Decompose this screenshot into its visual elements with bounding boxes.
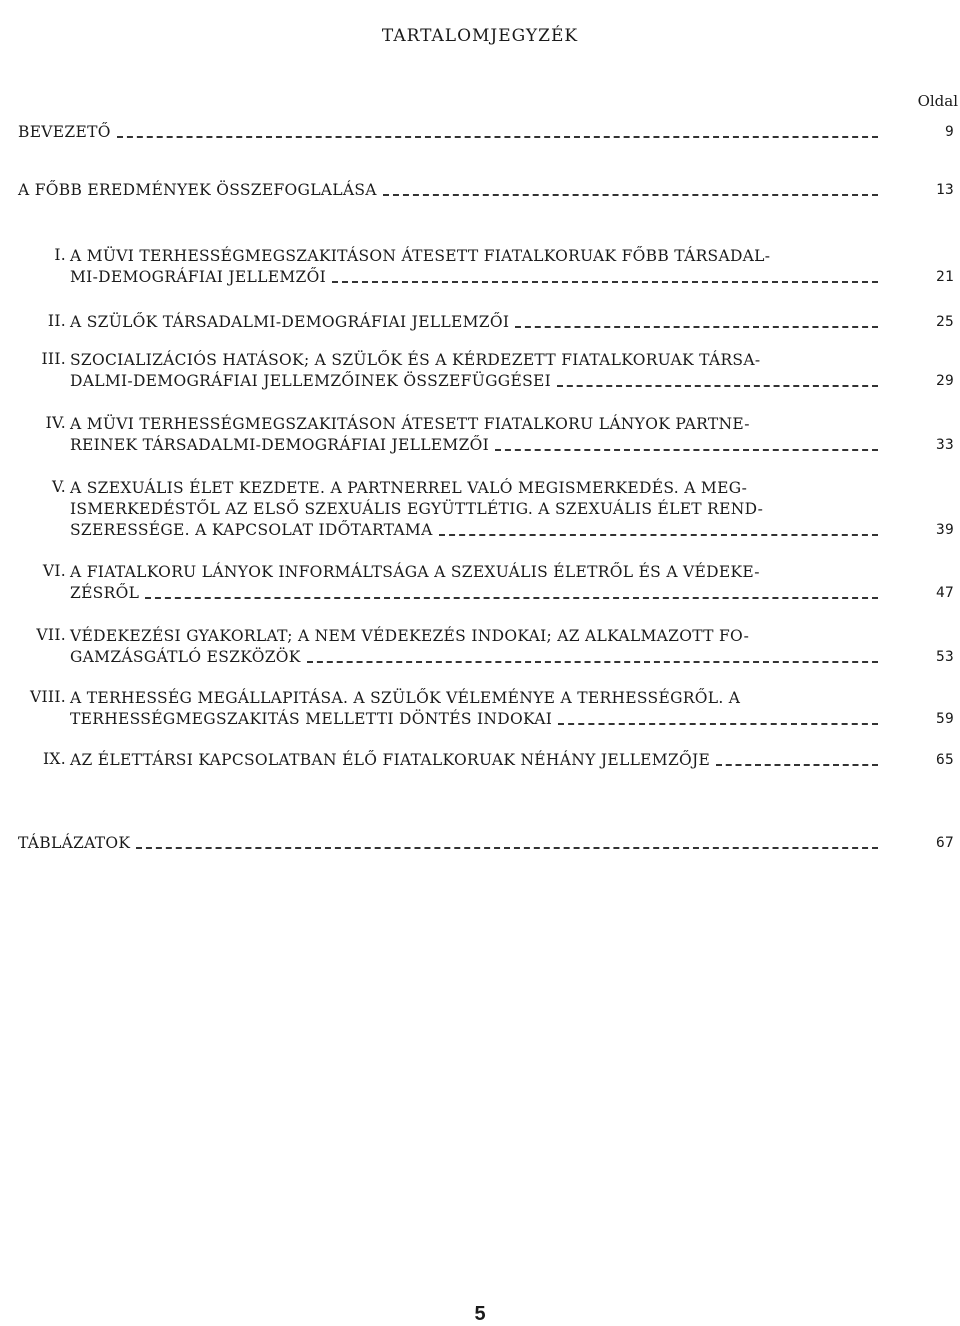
dot-leader [557,385,878,387]
entry-page-number: 33 [935,437,954,453]
chapter-number: IX. [43,750,66,768]
entry-page-number: 39 [935,522,954,538]
entry-page-number: 59 [935,711,954,727]
dot-leader [383,194,878,196]
entry-title [70,246,878,288]
dot-leader [307,661,878,663]
entry-title [70,750,878,771]
page-title: TARTALOMJEGYZÉK [381,26,579,46]
entry-title-line: MI-DEMOGRÁFIAI JELLEMZŐI [70,268,327,286]
entry-title-line: VÉDEKEZÉSI GYAKORLAT; A NEM VÉDEKEZÉS INDOKAI; AZ ALKALMAZOTT FO- [70,627,750,645]
entry-title [70,414,878,456]
entry-title-line: A MÜVI TERHESSÉGMEGSZAKITÁSON ÁTESETT FIATALKORUAK FŐBB TÁRSADAL- [70,247,771,265]
chapter-number: III. [41,350,66,368]
chapter-number: II. [47,312,66,330]
entry-title-line: AZ ÉLETTÁRSI KAPCSOLATBAN ÉLŐ FIATALKORUAK NÉHÁNY JELLEMZŐJE [70,751,711,769]
entry-title-line: ISMERKEDÉSTŐL AZ ELSŐ SZEXUÁLIS EGYÜTTLÉTIG. A SZEXUÁLIS ÉLET REND- [70,500,764,518]
entry-title-line: A SZÜLŐK TÁRSADALMI-DEMOGRÁFIAI JELLEMZŐI [70,313,510,331]
dot-leader [515,326,878,328]
entry-title [18,833,878,854]
entry-title-line: SZOCIALIZÁCIÓS HATÁSOK; A SZÜLŐK ÉS A KÉRDEZETT FIATALKORUAK TÁRSA- [70,351,761,369]
entry-page-number: 9 [944,124,954,140]
chapter-number: VI. [42,562,66,580]
dot-leader [136,847,878,849]
entry-title-line: TERHESSÉGMEGSZAKITÁS MELLETTI DÖNTÉS INDOKAI [70,710,553,728]
page-number: 5 [474,1303,486,1325]
entry-title-line: DALMI-DEMOGRÁFIAI JELLEMZŐINEK ÖSSZEFÜGGÉSEI [70,372,552,390]
entry-page-number: 21 [935,269,954,285]
dot-leader [495,449,878,451]
dot-leader [145,597,878,599]
dot-leader [117,136,878,138]
entry-title [70,688,878,730]
entry-title-line: A SZEXUÁLIS ÉLET KEZDETE. A PARTNERREL VALÓ MEGISMERKEDÉS. A MEG- [70,479,748,497]
dot-leader [716,764,878,766]
chapter-number: V. [51,478,66,496]
entry-title-line: A FIATALKORU LÁNYOK INFORMÁLTSÁGA A SZEXUÁLIS ÉLETRŐL ÉS A VÉDEKE- [70,563,760,581]
entry-page-number: 67 [935,835,954,851]
dot-leader [439,534,878,536]
entry-title [70,350,878,392]
entry-title-line: BEVEZETŐ [18,123,111,141]
entry-title [18,122,878,143]
chapter-number: I. [54,246,66,264]
entry-title-line: A FŐBB EREDMÉNYEK ÖSSZEFOGLALÁSA [18,181,377,199]
entry-page-number: 53 [935,649,954,665]
entry-title-line: SZERESSÉGE. A KAPCSOLAT IDŐTARTAMA [70,521,433,539]
entry-page-number: 13 [935,182,954,198]
dot-leader [558,723,878,725]
entry-page-number: 47 [935,585,954,601]
dot-leader [332,281,878,283]
entry-title-line: GAMZÁSGÁTLÓ ESZKÖZÖK [70,648,301,666]
entry-title [70,478,878,541]
chapter-number: VIII. [30,688,66,706]
entry-page-number: 65 [935,752,954,768]
entry-title [70,562,878,604]
entry-page-number: 29 [935,373,954,389]
entry-title [70,312,878,333]
entry-title-line: A TERHESSÉG MEGÁLLAPITÁSA. A SZÜLŐK VÉLEMÉNYE A TERHESSÉGRŐL. A [70,689,741,707]
chapter-number: IV. [45,414,66,432]
entry-title-line: A MÜVI TERHESSÉGMEGSZAKITÁSON ÁTESETT FIATALKORU LÁNYOK PARTNE- [70,415,750,433]
page-column-header: Oldal [917,92,958,110]
chapter-number: VII. [36,626,66,644]
entry-title-line: TÁBLÁZATOK [18,834,131,852]
entry-title-line: REINEK TÁRSADALMI-DEMOGRÁFIAI JELLEMZŐI [70,436,490,454]
entry-page-number: 25 [935,314,954,330]
entry-title-line: ZÉSRŐL [70,584,140,602]
entry-title [70,626,878,668]
entry-title [18,180,878,201]
